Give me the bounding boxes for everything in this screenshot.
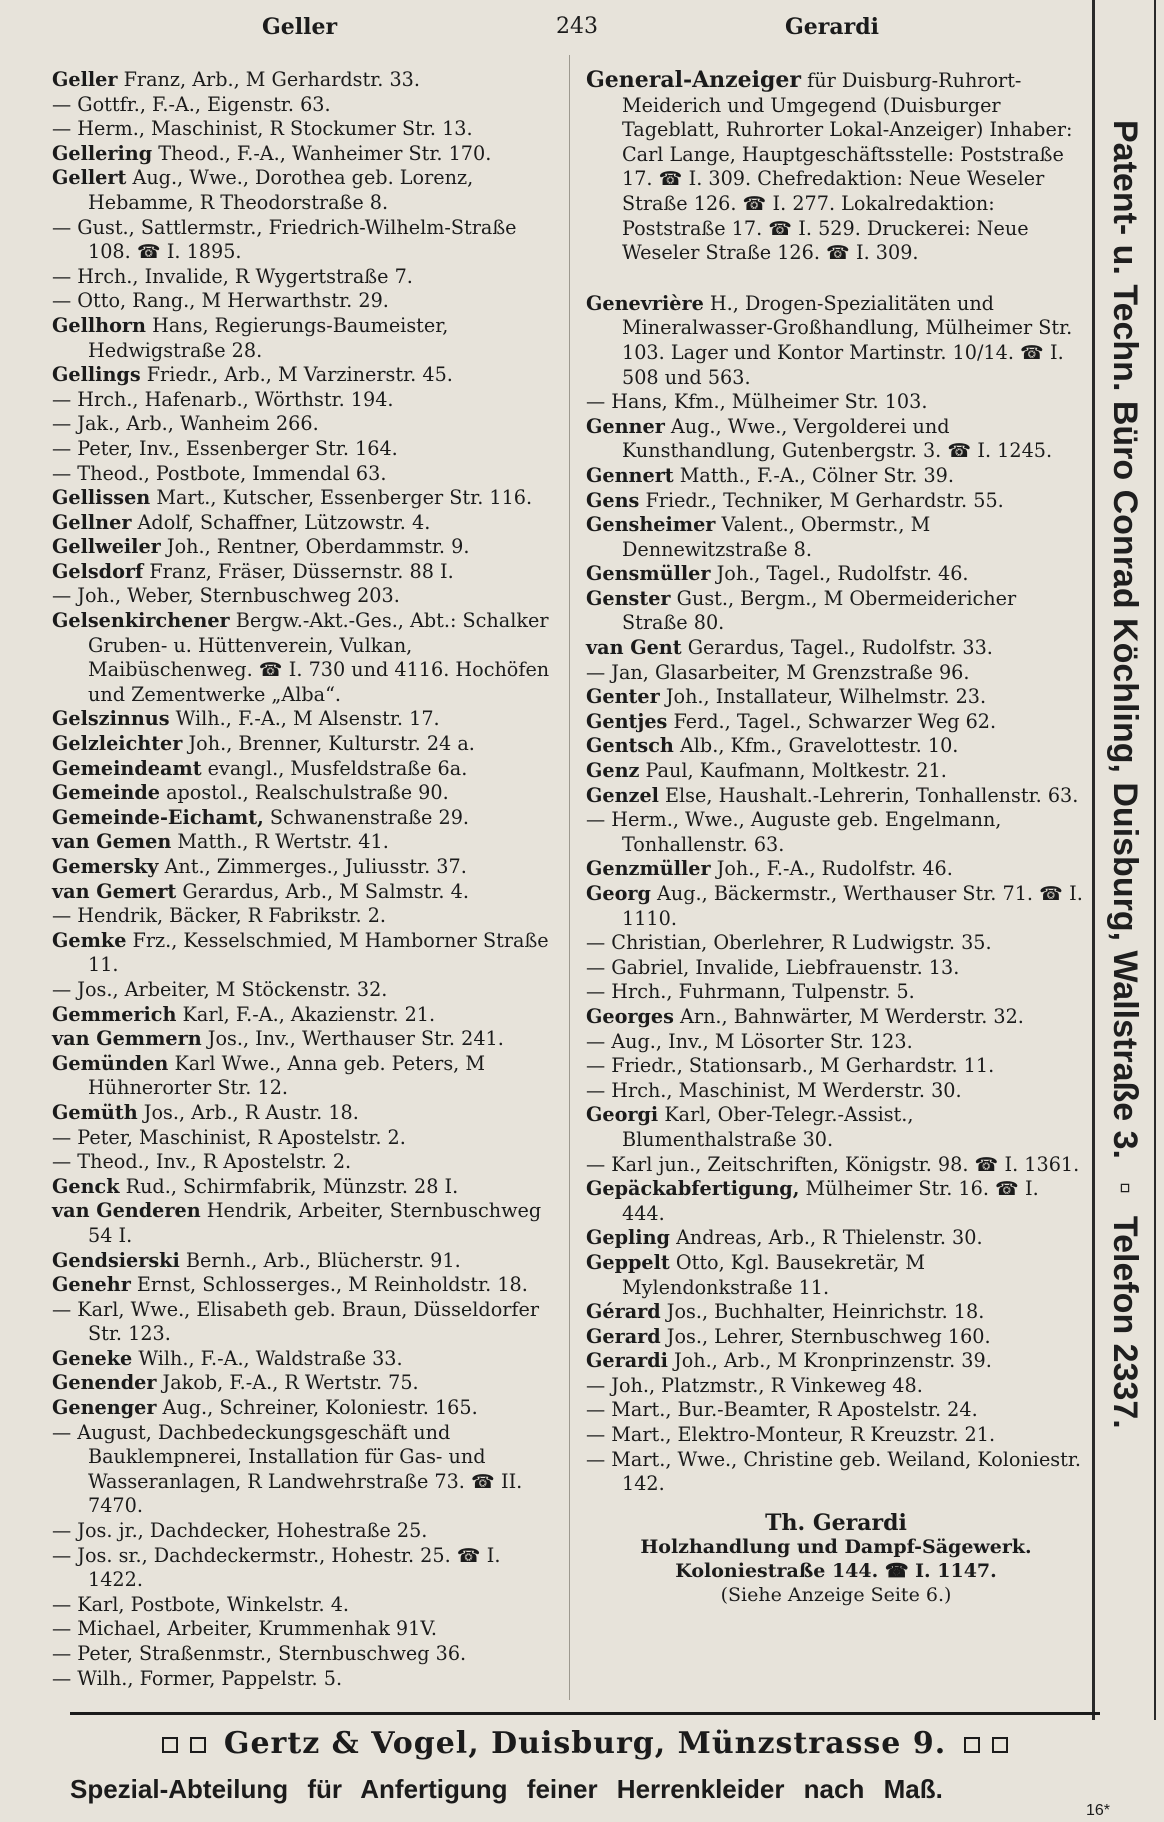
directory-entry: — Karl, Wwe., Elisabeth geb. Braun, Düsseldorfer Str. 123. <box>52 1297 540 1346</box>
footer-rule <box>70 1712 1100 1715</box>
entry-surname: Genzmüller <box>586 857 711 881</box>
directory-entry: — Gust., Sattlermstr., Friedrich-Wilhelm-Straße 108. ☎ I. 1895. <box>52 215 517 264</box>
directory-entry: — Gabriel, Invalide, Liebfrauenstr. 13. <box>586 955 960 979</box>
directory-entry: Gellissen Mart., Kutscher, Essenberger Str. 116. <box>52 486 533 510</box>
gerardi-advert-business: Holzhandlung und Dampf-Sägewerk. <box>640 1535 1032 1558</box>
square-ornament-icon <box>992 1737 1008 1753</box>
entry-surname: Gellhorn <box>52 313 146 337</box>
directory-entry: Gellweiler Joh., Rentner, Oberdammstr. 9. <box>52 535 470 559</box>
general-anzeiger-title: General-Anzeiger <box>586 67 801 93</box>
entry-surname: Genter <box>586 685 660 709</box>
footer-advert <box>70 1712 1110 1822</box>
entry-surname: Genster <box>586 586 671 610</box>
directory-entry: Gelszinnus Wilh., F.-A., M Alsenstr. 17. <box>52 707 440 731</box>
directory-entry: Gepäckabfertigung, Mülheimer Str. 16. ☎ I. 444. <box>586 1177 1039 1225</box>
directory-entry: Gentsch Alb., Kfm., Gravelottestr. 10. <box>586 734 959 758</box>
right-column <box>586 68 1086 1607</box>
directory-entry: — Peter, Straßenmstr., Sternbuschweg 36. <box>52 1642 467 1665</box>
entry-surname: Gemke <box>52 928 127 952</box>
directory-entry: — Hrch., Invalide, R Wygertstraße 7. <box>52 264 413 288</box>
footer-line-2: Spezial-Abteilung für Anfertigung feiner Herrenkleider nach Maß. <box>70 1774 943 1804</box>
entry-surname: Gellert <box>52 166 127 190</box>
directory-entry: — Jos. jr., Dachdecker, Hohestraße 25. <box>52 1519 428 1543</box>
directory-entry: — Herm., Wwe., Auguste geb. Engelmann, Tonhallenstr. 63. <box>586 808 1002 856</box>
directory-entry: — Hrch., Fuhrmann, Tulpenstr. 5. <box>586 980 915 1004</box>
left-column <box>52 68 560 1691</box>
entry-surname: Genehr <box>52 1273 131 1297</box>
right-entries <box>586 292 1086 1497</box>
directory-entry: Gemke Frz., Kesselschmied, M Hamborner Straße 11. <box>52 928 549 977</box>
entry-surname: Gepäckabfertigung, <box>586 1177 800 1201</box>
directory-entry: Gendsierski Bernh., Arb., Blücherstr. 91. <box>52 1248 461 1272</box>
entry-surname: Gensmüller <box>586 562 711 586</box>
directory-entry: Genck Rud., Schirmfabrik, Münzstr. 28 I. <box>52 1174 459 1198</box>
directory-entry: Geneke Wilh., F.-A., Waldstraße 33. <box>52 1346 403 1370</box>
directory-entry: Gemünden Karl Wwe., Anna geb. Peters, M Hühnerorter Str. 12. <box>52 1051 486 1100</box>
entry-surname: Genzel <box>586 783 659 807</box>
directory-entry: van Gemen Matth., R Wertstr. 41. <box>52 830 389 854</box>
entry-surname: Gelzleichter <box>52 732 183 756</box>
footer-line-1: Gertz & Vogel, Duisburg, Münzstrasse 9. <box>223 1726 947 1761</box>
directory-entry: — Hrch., Hafenarb., Wörthstr. 194. <box>52 387 394 411</box>
directory-entry: — Friedr., Stationsarb., M Gerhardstr. 11. <box>586 1054 995 1078</box>
page-number: 243 <box>556 14 598 39</box>
square-ornament-icon <box>162 1737 178 1753</box>
directory-entry: Geppelt Otto, Kgl. Bausekretär, M Mylendonkstraße 11. <box>586 1250 926 1299</box>
directory-entry: Gentjes Ferd., Tagel., Schwarzer Weg 62. <box>586 709 997 733</box>
directory-entry: — Jos., Arbeiter, M Stöckenstr. 32. <box>52 977 388 1001</box>
footer-advert-title <box>70 1726 1100 1761</box>
directory-entry: — Karl jun., Zeitschriften, Königstr. 98. ☎ I. 1361. <box>586 1152 1080 1176</box>
directory-entry: Gemeindeamt evangl., Musfeldstraße 6a. <box>52 756 468 780</box>
entry-surname: van Gemen <box>52 830 172 854</box>
directory-entry: — Jos. sr., Dachdeckermstr., Hohestr. 25. ☎ I. 1422. <box>52 1543 501 1592</box>
directory-entry: Genner Aug., Wwe., Vergolderei und Kunsthandlung, Gutenbergstr. 3. ☎ I. 1245. <box>586 414 1053 463</box>
header-right: Gerardi <box>785 14 879 40</box>
entry-surname: Genner <box>586 414 665 438</box>
directory-entry: — Mart., Wwe., Christine geb. Weiland, Koloniestr. 142. <box>586 1447 1082 1496</box>
directory-entry: Genzmüller Joh., F.-A., Rudolfstr. 46. <box>586 857 953 881</box>
general-anzeiger-entry <box>586 68 1086 266</box>
entry-surname: Genender <box>52 1371 157 1395</box>
directory-entry: Gemersky Ant., Zimmerges., Juliusstr. 37. <box>52 855 467 878</box>
entry-surname: Genck <box>52 1174 120 1198</box>
directory-entry: — Hans, Kfm., Mülheimer Str. 103. <box>586 390 928 414</box>
side-banner-text: Patent- u. Techn. Büro Conrad Köchling, Duisburg, Wallstraße 3. ▫ Telefon 2337. <box>1106 120 1144 1429</box>
entry-surname: Geneke <box>52 1346 133 1370</box>
entry-surname: Geller <box>52 68 118 91</box>
directory-entry: — August, Dachbedeckungsgeschäft und Bauklempnerei, Installation für Gas- und Wasseranlagen, R Landwehrstraße 73. ☎ II. 7470. <box>52 1420 523 1518</box>
entry-surname: Gemeinde-Eichamt, <box>52 805 264 829</box>
side-rule-right <box>1154 0 1156 1720</box>
entry-surname: Genevrière <box>586 291 704 315</box>
gerardi-advert-address: Koloniestraße 144. ☎ I. 1147. <box>675 1559 997 1582</box>
directory-entry: — Wilh., Former, Pappelstr. 5. <box>52 1666 343 1690</box>
entry-surname: van Gent <box>586 636 682 660</box>
entry-surname: Gellings <box>52 363 141 387</box>
entry-surname: Genz <box>586 759 640 783</box>
directory-entry: — Jan, Glasarbeiter, M Grenzstraße 96. <box>586 660 970 684</box>
directory-entry: Gemeinde apostol., Realschulstraße 90. <box>52 781 449 805</box>
column-divider <box>569 55 570 1700</box>
directory-entry: Gerard Jos., Lehrer, Sternbuschweg 160. <box>586 1324 991 1348</box>
directory-entry: van Gemmern Jos., Inv., Werthauser Str. 241. <box>52 1027 504 1051</box>
side-rule-left <box>1092 0 1095 1720</box>
directory-entry: — Otto, Rang., M Herwarthstr. 29. <box>52 289 389 313</box>
directory-entry: Gellings Friedr., Arb., M Varzinerstr. 45. <box>52 363 453 387</box>
entry-surname: Geppelt <box>586 1250 670 1274</box>
directory-entry: Gerardi Joh., Arb., M Kronprinzenstr. 39. <box>586 1349 992 1373</box>
directory-entry: Gelsenkirchener Bergw.-Akt.-Ges., Abt.: Schalker Gruben- u. Hüttenverein, Vulkan, Maibüschenweg. ☎ I. 730 und 4116. Hochöfen und Zementwerke „Alba“. <box>52 609 550 706</box>
directory-entry: Gérard Jos., Buchhalter, Heinrichstr. 18. <box>586 1300 985 1324</box>
directory-entry: Genzel Else, Haushalt.-Lehrerin, Tonhallenstr. 63. <box>586 783 1079 807</box>
directory-entry: Gemüth Jos., Arb., R Austr. 18. <box>52 1100 359 1124</box>
directory-entry: Gennert Matth., F.-A., Cölner Str. 39. <box>586 463 954 487</box>
entry-surname: van Gemmern <box>52 1027 202 1051</box>
directory-entry: — Mart., Elektro-Monteur, R Kreuzstr. 21. <box>586 1423 996 1447</box>
gerardi-advert-title: Th. Gerardi <box>765 1509 907 1536</box>
directory-entry: Genehr Ernst, Schlosserges., M Reinholdstr. 18. <box>52 1273 528 1297</box>
entry-surname: Gemmerich <box>52 1002 177 1026</box>
directory-entry: Genter Joh., Installateur, Wilhelmstr. 23. <box>586 685 987 709</box>
entry-surname: Gellweiler <box>52 535 161 559</box>
directory-entry: — Christian, Oberlehrer, R Ludwigstr. 35. <box>586 931 992 955</box>
entry-surname: Gérard <box>586 1300 661 1324</box>
directory-entry: Gemeinde-Eichamt, Schwanenstraße 29. <box>52 805 470 829</box>
entry-surname: Genenger <box>52 1396 157 1420</box>
entry-surname: Gentjes <box>586 709 668 733</box>
directory-entry: Genender Jakob, F.-A., R Wertstr. 75. <box>52 1371 419 1395</box>
directory-entry: — Gottfr., F.-A., Eigenstr. 63. <box>52 92 331 116</box>
directory-entry: — Aug., Inv., M Lösorter Str. 123. <box>586 1029 913 1053</box>
directory-entry: — Joh., Platzmstr., R Vinkeweg 48. <box>586 1373 923 1397</box>
general-anzeiger-text: für Duisburg-Ruhrort-Meiderich und Umgegend (Duisburger Tageblatt, Ruhrorter Lokal-Anzeiger) Inhaber: Carl Lange, Hauptgeschäftsstelle: Poststraße 17. ☎ I. 309. Chefredaktion: Neue Weseler Straße 126. ☎ I. 277. Lokalredaktion: Poststraße 17. ☎ I. 529. Druckerei: Neue Weseler Straße 126. ☎ I. 309. <box>622 69 1073 265</box>
directory-entry: Gelzleichter Joh., Brenner, Kulturstr. 24 a. <box>52 732 475 756</box>
directory-entry: Gepling Andreas, Arb., R Thielenstr. 30. <box>586 1226 983 1250</box>
entry-surname: Gendsierski <box>52 1248 180 1272</box>
directory-entry: Genevrière H., Drogen-Spezialitäten und Mineralwasser-Großhandlung, Mülheimer Str. 103. Lager und Kontor Martinstr. 10/14. ☎ I. 508 und 563. <box>586 291 1073 389</box>
entry-surname: Gelsdorf <box>52 559 144 583</box>
directory-entry: Gellner Adolf, Schaffner, Lützowstr. 4. <box>52 510 431 534</box>
directory-entry: Genster Gust., Bergm., M Obermeidericher Straße 80. <box>586 586 1017 635</box>
entry-surname: Gellering <box>52 141 153 165</box>
entry-surname: Gelszinnus <box>52 707 170 731</box>
entry-surname: van Gemert <box>52 879 177 903</box>
directory-entry: Gensmüller Joh., Tagel., Rudolfstr. 46. <box>586 562 969 586</box>
gerardi-advert-note: (Siehe Anzeige Seite 6.) <box>720 1583 952 1606</box>
directory-entry: Genenger Aug., Schreiner, Koloniestr. 165. <box>52 1396 478 1420</box>
entry-surname: Georg <box>586 882 651 905</box>
directory-entry: — Theod., Postbote, Immendal 63. <box>52 461 387 485</box>
gerardi-advert <box>586 1511 1086 1607</box>
entry-surname: Gellner <box>52 510 132 534</box>
entry-surname: Gerardi <box>586 1349 668 1373</box>
side-banner <box>1086 0 1164 1720</box>
entry-surname: Gemersky <box>52 855 159 878</box>
directory-entry: — Karl, Postbote, Winkelstr. 4. <box>52 1592 350 1616</box>
directory-entry: Gellert Aug., Wwe., Dorothea geb. Lorenz, Hebamme, R Theodorstraße 8. <box>52 166 474 214</box>
directory-entry: — Joh., Weber, Sternbuschweg 203. <box>52 584 400 608</box>
directory-entry: — Peter, Inv., Essenberger Str. 164. <box>52 436 398 460</box>
directory-entry: Gemmerich Karl, F.-A., Akazienstr. 21. <box>52 1002 436 1026</box>
entry-surname: Gemeindeamt <box>52 756 202 780</box>
entry-surname: Gepling <box>586 1226 670 1250</box>
directory-entry: Gensheimer Valent., Obermstr., M Dennewitzstraße 8. <box>586 513 931 561</box>
directory-entry: van Genderen Hendrik, Arbeiter, Sternbuschweg 54 I. <box>52 1199 542 1247</box>
entry-surname: Gensheimer <box>586 513 716 537</box>
directory-entry: Gens Friedr., Techniker, M Gerhardstr. 55. <box>586 488 1004 512</box>
directory-entry: — Herm., Maschinist, R Stockumer Str. 13. <box>52 117 473 141</box>
directory-entry: — Peter, Maschinist, R Apostelstr. 2. <box>52 1125 406 1149</box>
directory-entry: — Mart., Bur.-Beamter, R Apostelstr. 24. <box>586 1398 978 1422</box>
entry-surname: Gerard <box>586 1324 661 1348</box>
directory-entry: Geller Franz, Arb., M Gerhardstr. 33. <box>52 68 420 91</box>
entry-surname: Gennert <box>586 463 674 487</box>
entry-surname: Gellissen <box>52 486 151 510</box>
directory-entry: — Jak., Arb., Wanheim 266. <box>52 412 319 436</box>
directory-entry: van Gemert Gerardus, Arb., M Salmstr. 4. <box>52 879 469 903</box>
directory-entry: Georges Arn., Bahnwärter, M Werderstr. 32. <box>586 1004 1024 1028</box>
entry-surname: Georges <box>586 1004 674 1028</box>
square-ornament-icon <box>964 1737 980 1753</box>
entry-surname: Gemünden <box>52 1051 169 1075</box>
directory-entry: — Hendrik, Bäcker, R Fabrikstr. 2. <box>52 904 387 928</box>
directory-entry: — Hrch., Maschinist, M Werderstr. 30. <box>586 1078 962 1102</box>
directory-entry: van Gent Gerardus, Tagel., Rudolfstr. 33. <box>586 636 993 660</box>
page-mark: 16* <box>1085 1802 1110 1819</box>
entry-surname: van Genderen <box>52 1199 201 1223</box>
entry-surname: Gemüth <box>52 1100 138 1124</box>
directory-entry: Georgi Karl, Ober-Telegr.-Assist., Blumenthalstraße 30. <box>586 1103 914 1151</box>
entry-surname: Gelsenkirchener <box>52 609 230 633</box>
directory-entry: Genz Paul, Kaufmann, Moltkestr. 21. <box>586 759 947 783</box>
directory-entry: Gellering Theod., F.-A., Wanheimer Str. 170. <box>52 141 492 165</box>
entry-surname: Gemeinde <box>52 781 160 805</box>
header-left: Geller <box>262 14 338 40</box>
directory-entry: — Theod., Inv., R Apostelstr. 2. <box>52 1150 352 1174</box>
entry-surname: Gentsch <box>586 734 674 758</box>
entry-surname: Gens <box>586 488 640 512</box>
square-ornament-icon <box>190 1737 206 1753</box>
directory-entry: — Michael, Arbeiter, Krummenhak 91V. <box>52 1617 437 1641</box>
directory-entry: Gelsdorf Franz, Fräser, Düssernstr. 88 I. <box>52 559 454 583</box>
directory-entry: Gellhorn Hans, Regierungs-Baumeister, Hedwigstraße 28. <box>52 313 449 362</box>
entry-surname: Georgi <box>586 1103 659 1127</box>
directory-entry: Georg Aug., Bäckermstr., Werthauser Str. 71. ☎ I. 1110. <box>586 882 1083 930</box>
